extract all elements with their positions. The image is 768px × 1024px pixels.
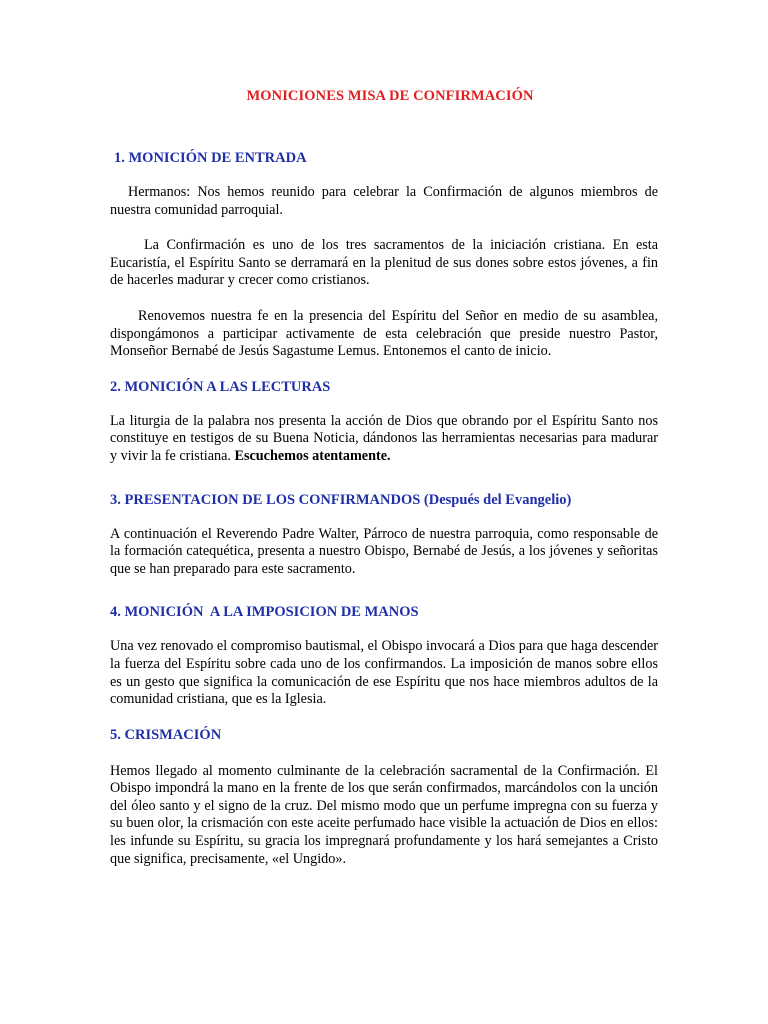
paragraph-lecturas xyxy=(110,413,658,466)
paragraph-lecturas-bold: Escuchemos atentamente. xyxy=(234,447,391,464)
paragraph-entrada-3: Renovemos nuestra fe en la presencia del Espíritu del Señor en medio de su asamblea, dispongámonos a participar activamente de esta celebración que preside nuestro Pastor, Monseñor Bernabé de Jesús Sagastume Lemus. Entonemos el canto de inicio. xyxy=(110,307,658,360)
paragraph-entrada-2: La Confirmación es uno de los tres sacramentos de la iniciación cristiana. En esta Eucaristía, el Espíritu Santo se derramará en la plenitud de sus dones sobre estos jóvenes, a fin de hacerles madurar y crecer como cristianos. xyxy=(110,237,658,289)
section-heading-monicion-lecturas: 2. MONICIÓN A LAS LECTURAS xyxy=(110,378,331,395)
paragraph-entrada-1: Hermanos: Nos hemos reunido para celebrar la Confirmación de algunos miembros de nuestra comunidad parroquial. xyxy=(110,184,658,218)
document-title: MONICIONES MISA DE CONFIRMACIÓN xyxy=(246,88,534,104)
paragraph-crismacion: Hemos llegado al momento culminante de la celebración sacramental de la Confirmación. El Obispo impondrá la mano en la frente de los que serán confirmados, marcándolos con la unción del óleo santo y el signo de la cruz. Del mismo modo que un perfume impregna con su fuerza y su buen olor, la crismación con este aceite perfumado hace visible la actuación de Dios en ellos: les infunde su Espíritu, su gracia los impregnará profundamente y los hará semejantes a Cristo que significa, precisamente, «el Ungido». xyxy=(110,762,658,867)
document-page xyxy=(110,88,658,886)
section-heading-crismacion: 5. CRISMACIÓN xyxy=(110,726,222,743)
paragraph-lecturas-text: La liturgia de la palabra nos presenta la acción de Dios que obrando por el Espíritu Santo nos constituye en testigos de su Buena Noticia, dándonos las herramientas necesarias para madurar y vivir la fe cristiana. xyxy=(110,412,658,464)
section-heading-presentacion-confirmandos: 3. PRESENTACION DE LOS CONFIRMANDOS (Después del Evangelio) xyxy=(110,491,572,508)
paragraph-presentacion: A continuación el Reverendo Padre Walter, Párroco de nuestra parroquia, como responsable de la formación catequética, presenta a nuestro Obispo, Bernabé de Jesús, a los jóvenes y señoritas que se han preparado para este sacramento. xyxy=(110,525,658,577)
section-heading-imposicion-manos: 4. MONICIÓN A LA IMPOSICION DE MANOS xyxy=(110,604,419,621)
paragraph-imposicion: Una vez renovado el compromiso bautismal, el Obispo invocará a Dios para que haga descender la fuerza del Espíritu sobre cada uno de los confirmandos. La imposición de manos sobre ellos es un gesto que significa la comunicación de ese Espíritu que nos hace miembros adultos de la comunidad cristiana, que es la Iglesia. xyxy=(110,638,658,708)
section-heading-monicion-entrada: 1. MONICIÓN DE ENTRADA xyxy=(114,150,307,166)
